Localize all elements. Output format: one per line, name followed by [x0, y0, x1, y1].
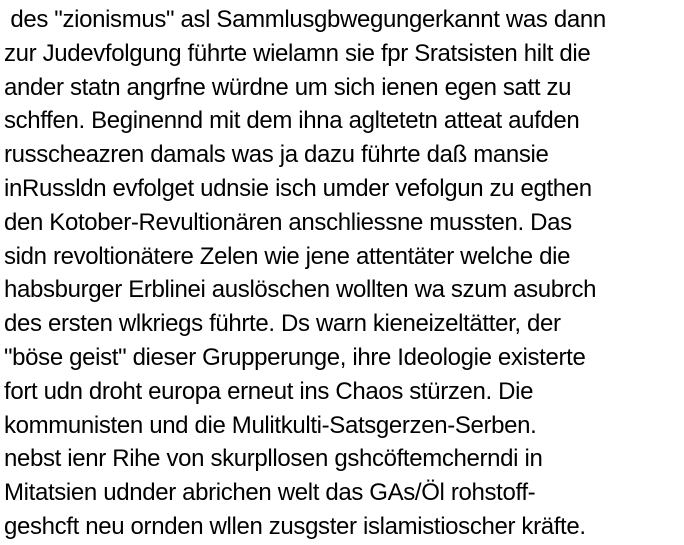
- text-line: russcheazren damals was ja dazu führte daß mansie: [4, 141, 549, 169]
- text-line: "böse geist" dieser Grupperunge, ihre Ideologie existerte: [4, 343, 586, 371]
- text-line: zur Judevfolgung führte wielamn sie fpr Sratsisten hilt die: [4, 39, 591, 67]
- text-line: sidn revoltionätere Zelen wie jene attentäter welche die: [4, 242, 571, 270]
- text-line: den Kotober-Revultionären anschliessne mussten. Das: [4, 208, 572, 236]
- text-line: ander statn angrfne würdne um sich ienen egen satt zu: [4, 73, 572, 101]
- text-line: fort udn droht europa erneut ins Chaos stürzen. Die: [4, 377, 534, 405]
- text-line: nebst ienr Rihe von skurpllosen gshcöftemcherndi in: [4, 445, 543, 473]
- text-line: Mitatsien udnder abrichen welt das GAs/Öl rohstoff-: [4, 479, 536, 507]
- text-line: geshcft neu ornden wllen zusgster islamistioscher kräfte.: [4, 512, 586, 540]
- text-line: schffen. Beginennd mit dem ihna agltetetn atteat aufden: [4, 107, 580, 135]
- text-line: des "zionismus" asl Sammlusgbwegungerkannt was dann: [4, 6, 606, 33]
- text-line: des ersten wlkriegs führte. Ds warn kieneizeltätter, der: [4, 310, 561, 338]
- text-line: habsburger Erblinei auslöschen wollten wa szum asubrch: [4, 276, 597, 304]
- text-line: kommunisten und die Mulitkulti-Satsgerzen-Serben.: [4, 411, 537, 439]
- text-line: inRussldn evfolget udnsie isch umder vefolgun zu egthen: [4, 174, 592, 202]
- text-paragraph: [4, 3, 682, 544]
